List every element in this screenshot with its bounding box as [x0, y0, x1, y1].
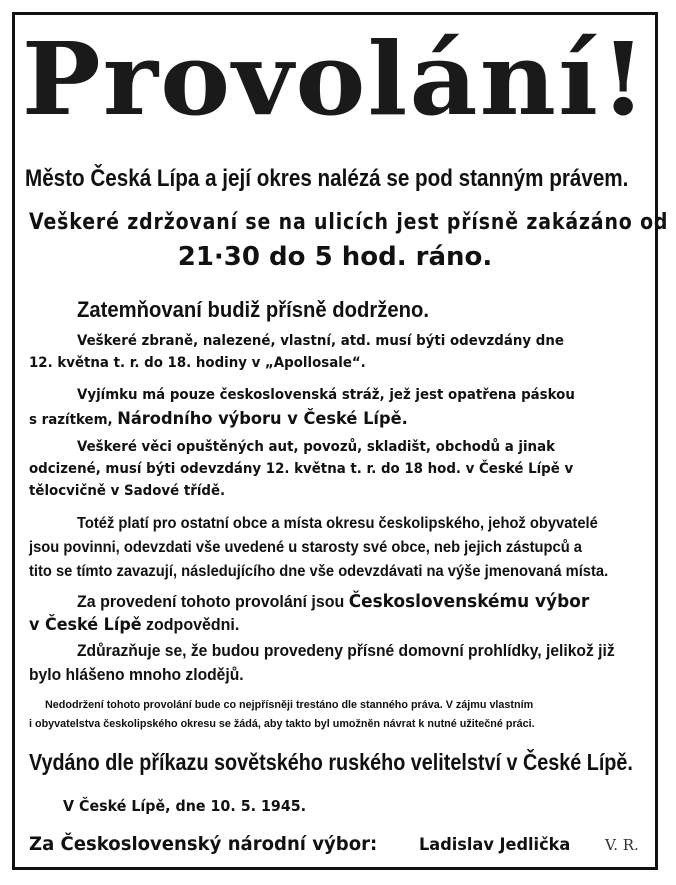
district-line-3: tito se tímto zavazují, následujícího dne vše odevzdávati na výše jmenovaná místa. [29, 563, 609, 580]
ceska-lipa-text: v České Lípě [29, 615, 142, 635]
exception-line-2-text: s razítkem, [29, 412, 113, 428]
district-line-1: Totéž platí pro ostatní obce a místa okresu českolipského, jehož obyvatelé [77, 515, 598, 532]
weapons-line-2: 12. května t. r. do 18. hodiny v „Apollosale“. [29, 355, 366, 371]
goods-line-1: Veškeré věci opuštěných aut, povozů, skladišt, obchodů a jinak [77, 439, 555, 455]
martial-law-line: Město Česká Lípa a její okres nalézá se pod stanným právem. [25, 165, 629, 192]
responsibility-text: Za provedení tohoto provolání jsou [77, 592, 345, 611]
curfew-hours-line: 21·30 do 5 hod. ráno. [177, 242, 493, 272]
penalty-line-2: i obyvatelstva českolipského okresu se žádá, aby takto byl umožněn návrat k nutné užitečné práci. [29, 718, 535, 730]
blackout-line: Zatemňovaní budiž přísně dodrženo. [77, 297, 429, 322]
signatory-name: Ladislav Jedlička [419, 835, 571, 855]
poster-title: Provolání! [21, 20, 649, 138]
searches-line-2: bylo hlášeno mnoho zlodějů. [29, 665, 244, 684]
vr-mark: V. R. [605, 836, 639, 854]
district-line-2: jsou povinni, odevzdati vše uvedené u starosty své obce, neb jejich zástupců a [29, 539, 582, 556]
goods-line-3: tělocvičně v Sadové třídě. [29, 483, 226, 499]
national-committee-text: Národního výboru v České Lípě. [117, 409, 408, 429]
responsibility-line-2 [29, 615, 239, 635]
issued-by-line: Vydáno dle příkazu sovětského ruského velitelství v České Lípě. [29, 749, 633, 775]
place-date-line: V České Lípě, dne 10. 5. 1945. [63, 797, 307, 815]
penalty-line-1: Nedodržení tohoto provolání bude co nejpřísněji trestáno dle stanného práva. V zájmu vlastním [45, 699, 534, 711]
responsibility-line-1 [77, 591, 589, 612]
searches-line-1: Zdůrazňuje se, že budou provedeny přísné domovní prohlídky, jelikož již [77, 641, 615, 660]
czechoslovak-committee-text: Československému výbor [348, 591, 590, 612]
proclamation-poster [12, 12, 669, 870]
responsible-text: zodpovědni. [146, 615, 240, 634]
signature-label: Za Československý národní výbor: [29, 833, 378, 855]
exception-line-2 [29, 409, 408, 429]
goods-line-2: odcizené, musí býti odevzdány 12. května t. r. do 18 hod. v České Lípě v [29, 461, 574, 477]
weapons-line-1: Veškeré zbraně, nalezené, vlastní, atd. musí býti odevzdány dne [77, 333, 564, 349]
exception-line-1: Vyjímku má pouze československá stráž, jež jest opatřena páskou [77, 387, 575, 403]
curfew-line: Veškeré zdržovaní se na ulicích jest přísně zakázáno od [29, 210, 669, 235]
